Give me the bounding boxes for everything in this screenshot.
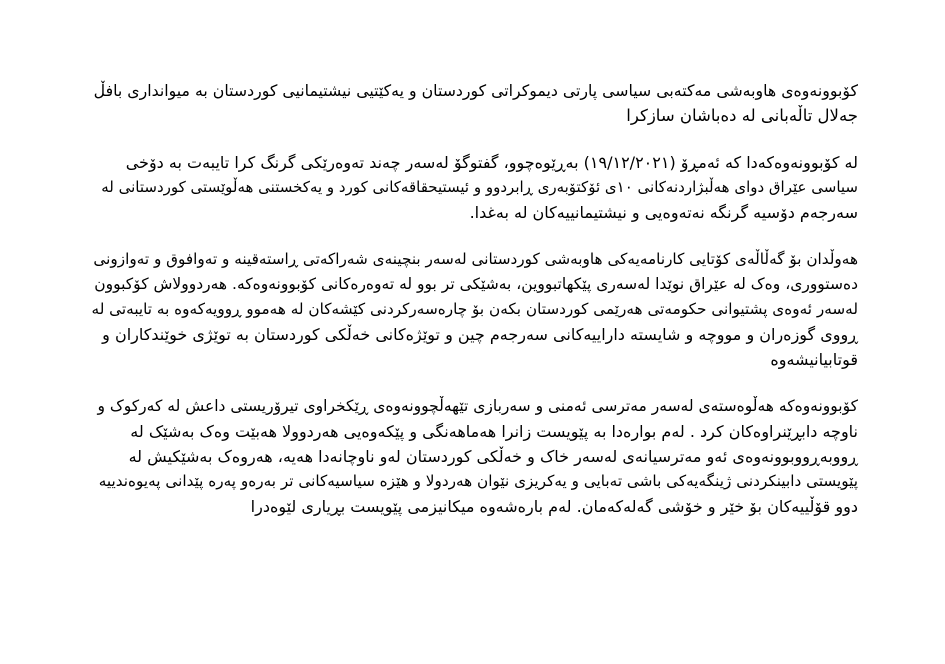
paragraph-line: سیاسی عێراق دوای هەڵبژاردنەکانی ١٠ی ئۆکتۆبەری ڕابردوو و ئیستیحقاقەکانی کورد و یەکخستنی هەڵوێستی کوردستانی لە <box>101 178 858 196</box>
paragraph-line: هەوڵدان بۆ گەڵاڵەی کۆتایی کارنامەیەکی هاوبەشی کوردستانی لەسەر بنچینەی شەراکەتی ڕاستەقینە و تەوافوق و تەوازونی <box>93 250 858 268</box>
paragraph-line: کۆبوونەوەکە هەڵوەستەی لەسەر مەترسی ئەمنی و سەربازی تێهەڵچوونەوەی ڕێکخراوی تیرۆریستی داعش لە کەرکوک و <box>97 397 858 415</box>
paragraph-line: قوتابیانیشەوە <box>770 350 858 369</box>
paragraph-line: ناوچە دابڕێنراوەکان کرد . لەم بوارەدا بە پێویست زانرا هەماهەنگی و پێکەوەیی هەردوولا هەبێت وەک بەشێک لە <box>130 422 858 441</box>
paragraph-line: سەرجەم دۆسیە گرنگە نەتەوەیی و نیشتیمانییەکان لە بەغدا. <box>469 203 858 222</box>
paragraph-line: ڕووی گوزەران و مووچە و شایستە داراییەکانی سەرجەم چین و توێژەکانی خەڵکی کوردستان بە توێژی خوێندکاران و <box>102 325 858 344</box>
document-body <box>90 78 858 541</box>
paragraph-line: پێویستی دابینکردنی ژینگەیەکی باشی تەبایی و یەکریزی نێوان هەردولا و هێزە سیاسیەکانی تر بەرەو پەرە پێدانی پەیوەندییە <box>98 472 858 490</box>
paragraph <box>90 247 858 372</box>
paragraph-line: لەسەر ئەوەی پشتیوانی حکومەتی هەرێمی کوردستان بکەن بۆ چارەسەرکردنی کێشەکان لە هەموو ڕوویەکەوە بە تایبەتی لە <box>91 300 858 318</box>
paragraph-line: دوو قۆڵییەکان بۆ خێر و خۆشی گەلەکەمان. لەم بارەشەوە میکانیزمی پێویست بڕیاری لێوەدرا <box>250 497 858 516</box>
paragraph-line: لە کۆبوونەوەکەدا کە ئەمڕۆ (١٩/١٢/٢٠٢١) بەڕێوەچوو، گفتوگۆ لەسەر چەند تەوەرێکی گرنگ کرا تایبەت بە دۆخی <box>125 153 858 172</box>
title-line: جەلال تاڵەبانی لە دەباشان سازکرا <box>626 106 858 125</box>
paragraph-line: دەستووری، وەک لە عێراق نوێدا لەسەری پێکهاتبووین، بەشێکی تر بوو لە تەوەرەکانی کۆبوونەوەکە. هەردوولاش کۆکبوون <box>94 275 858 293</box>
title-line: کۆبوونەوەی هاوبەشی مەکتەبی سیاسی پارتی دیموکراتی کوردستان و یەکێتیی نیشتیمانیی کوردستان بە میوانداری بافڵ <box>93 81 858 100</box>
paragraph <box>90 150 858 225</box>
paragraph-line: ڕووبەڕووبوونەوەی ئەو مەترسیانەی لەسەر خاک و خەڵکی کوردستان لەو ناوچانەدا هەیە، هەروەک بەشێکیش لە <box>128 447 858 466</box>
document-title <box>90 78 858 128</box>
paragraph <box>90 394 858 519</box>
